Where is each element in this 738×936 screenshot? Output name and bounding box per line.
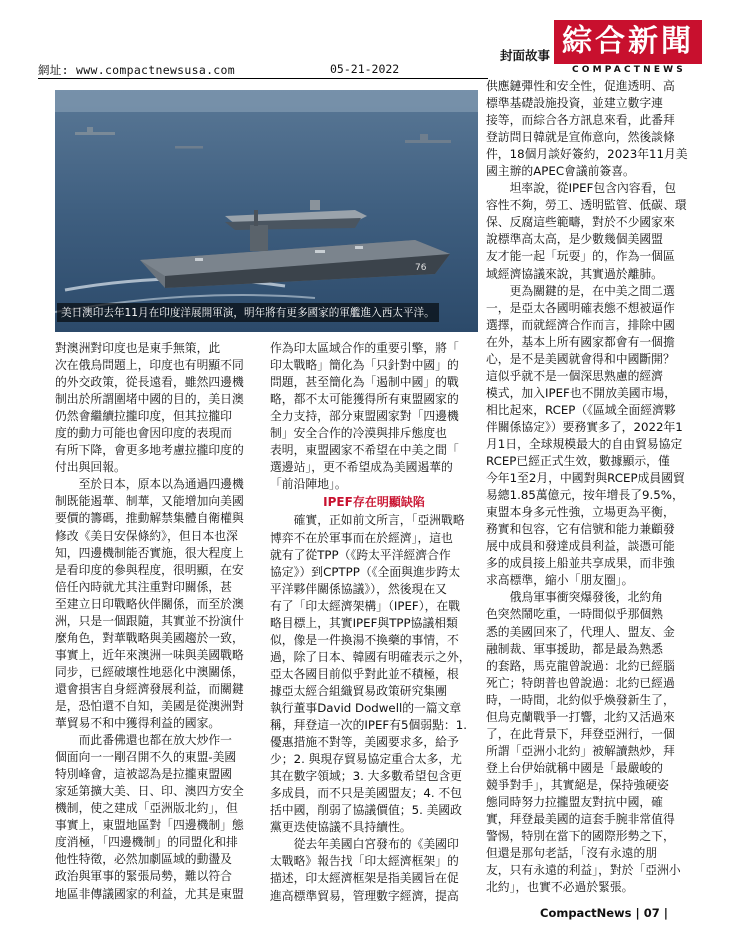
- section-subheading: IPEF存在明顯缺陷: [323, 495, 425, 510]
- svg-text:76: 76: [415, 263, 427, 273]
- paragraph: 俄烏軍事衝突爆發後，北約角 色突然鬧吃重，一時間似乎那個熟 悉的美國回來了，代理人、盟友、金 融制裁、軍事援助，都是最為熟悉 的套路，馬克龍曾說過：北約已經腦 死亡；特朗普也曾說過：北約已經過 時，一時間，北約似乎煥發新生了， 但烏克蘭戰爭一打響，北約又活過來 了，在此背景下，拜登亞洲行，一個 所謂「亞洲小北約」被解讀熱炒，拜 登上台伊始就稱中國是「最嚴峻的 競爭對手」，其實絕是，保持強硬姿 態同時努力拉攏盟友對抗中國，確 實，拜登最美國的這套手腕非常值得 警惕，特別在當下的國際形勢之下， 但還是那句老話，「沒有永遠的朋 友，只有永遠的利益」，對於「亞洲小 北約」，也實不必過於緊張。: [486, 590, 681, 895]
- paragraph: 至於日本，原本以為通過四邊機 制既能遏華、制華，又能增加向美國 要價的籌碼，推動解禁集體自衛權與 修改《美日安保條約》，但日本也深 知，四邊機制能否實施，很大程度上 是看印度的參與程度，很明顯，在安 倍任內時就尤其注重對印關係，甚 至建立日印戰略伙伴關係，而至於澳 洲，只是一個跟隨，其實並不扮演什 麼角色，對華戰略與美國趨於一致， 事實上，近年來澳洲一味與美國戰略 同步，已經破壞性地惡化中澳關係， 還會損害自身經濟發展利益，而關鍵 是，恐怕還不自知，美國是從澳洲對 華貿易不和中獲得利益的國家。: [55, 477, 244, 731]
- paragraph: 從去年美國白宮發布的《美國印 太戰略》報告找「印太經濟框架」的 描述，印太經濟框架是指美國旨在促 進高標準貿易，管理數字經濟，提高: [270, 837, 459, 903]
- issue-date: 05-21-2022: [330, 62, 400, 76]
- cover-photo: [55, 90, 478, 332]
- publication-logo: 綜合新聞: [554, 20, 702, 64]
- publication-logo-subtitle: COMPACTNEWS: [572, 65, 686, 75]
- right-column: [486, 78, 698, 896]
- paragraph: 對澳洲對印度也是東手無策，此 次在俄烏問題上，印度也有明顯不同 的外交政策，從長遠看，雖然四邊機 制出於所謂圍堵中國的目的，美日澳 仍然會繼續拉攏印度，但其拉攏印 度的動力可能也會因印度的表現而 有所下降，會更多地考慮拉攏印度的 付出與回報。: [55, 341, 244, 475]
- header-divider: [38, 78, 488, 79]
- paragraph: 而此番佛還也都在放大炒作一 個面向一一剛召開不久的東盟-美國 特別峰會，這被認為是拉攏東盟國 家延第擴大美、日、印、澳四方安全 機制，使之建成「亞洲版北約」，但 事實上，東盟地區對「四邊機制」態 度消極，「四邊機制」的同盟化和排 他性特徵，必然加劇區域的動盪及 政治與軍事的緊張局勢，難以符合 地區非傳議國家的利益，尤其是東盟: [55, 733, 244, 901]
- paragraph: 供應鏈彈性和安全性，促進透明、高 標準基礎設施投資，並建立數字連 接等，而綜合各方訊息來看，此番拜 登訪問日韓就是宣佈意向，然後談條 件，18個月談好簽約，2023年11月美 國主辦的APEC會議前簽喜。: [486, 79, 688, 179]
- middle-column: [270, 340, 478, 905]
- site-url: 網址: www.compactnewsusa.com: [38, 63, 235, 77]
- left-column: [55, 340, 261, 903]
- paragraph: 更為關鍵的是，在中美之間二選 一，是亞太各國明確表態不想被逼作 選擇，而就經濟合作而言，排除中國 在外，基本上所有國家都會有一個擔 心，是不是美國就會得和中國斷開？ 這似乎就不是一個深思熟慮的經濟 模式，加入IPEF也不開放美國市場， 相比起來，RCEP（《區域全面經濟夥 伴關係協定》）要務實多了，2022年1 月1日，全球規模最大的自由貿易協定 RCEP已經正式生效，數據顯示，僅 今年1至2月，中國對與RCEP成員國貿 易總1.85萬億元，按年增長了9.5%， 東盟本身多元性強，立場更為平衡， 務實和包容，它有信號和能力兼顧發 展中成員和發達成員利益，談憑可能 多的成員接上船並共享成果，而非強 求高標準，縮小「朋友圈」。: [486, 283, 685, 588]
- paragraph: 作為印太區域合作的重要引擎，將「 印太戰略」簡化為「只針對中國」的 問題，甚至簡化為「遏制中國」的戰 略，都不太可能獲得所有東盟國家的 全力支持，部分東盟國家對「四邊機 制」安全合作的冷漠與排斥態度也 表明，東盟國家不希望在中美之間「 選邊站」，更不希望成為美國遏華的 「前沿陣地」。: [270, 341, 459, 492]
- photo-caption: 美日澳印去年11月在印度洋展開軍演，明年將有更多國家的軍艦進入西太平洋。: [57, 303, 439, 322]
- naval-fleet-illustration: [55, 90, 478, 332]
- paragraph: 確實，正如前文所言，「亞洲戰略 博弈不在於軍事而在於經濟」，這也 就有了從TPP（《跨太平洋經濟合作 協定》）到CPTPP（《全面與進步跨太 平洋夥伴關係協議》），然後現在又 有了「印太經濟架構」（IPEF），在戰 略目標上，其實IPEF與TPP協議相類 似，像是一件換湯不換藥的事情，不 過，除了日本、韓國有明確表示之外， 亞太各國目前似乎對此並不積極，根 據亞太經合組織貿易政策研究集團 執行董事David Dodwell的一篇文章 稱，拜登這一次的IPEF有5個弱點：1. 優惠措施不對等，美國要求多，給予 少；2. 與現存貿易協定重合太多，尤 其在數字領域；3. 大多數希望包含更 多成員，而不只是美國盟友；4. 不包 括中國，削弱了協議價值；5. 美國政 黨更迭使協議不具持續性。: [270, 513, 471, 835]
- paragraph: 坦率說，從IPEF包含內容看，包 容性不夠，勞工、透明監管、低碳、環 保、反腐這些範疇，對於不少國家來 說標準高太高，是少數幾個美國盟 友才能一起「玩耍」的，作為一個區 域經濟協議來說，其實過於離肺。: [486, 181, 687, 281]
- section-label: 封面故事: [500, 48, 551, 63]
- page-footer: CompactNews | 07 |: [540, 906, 668, 920]
